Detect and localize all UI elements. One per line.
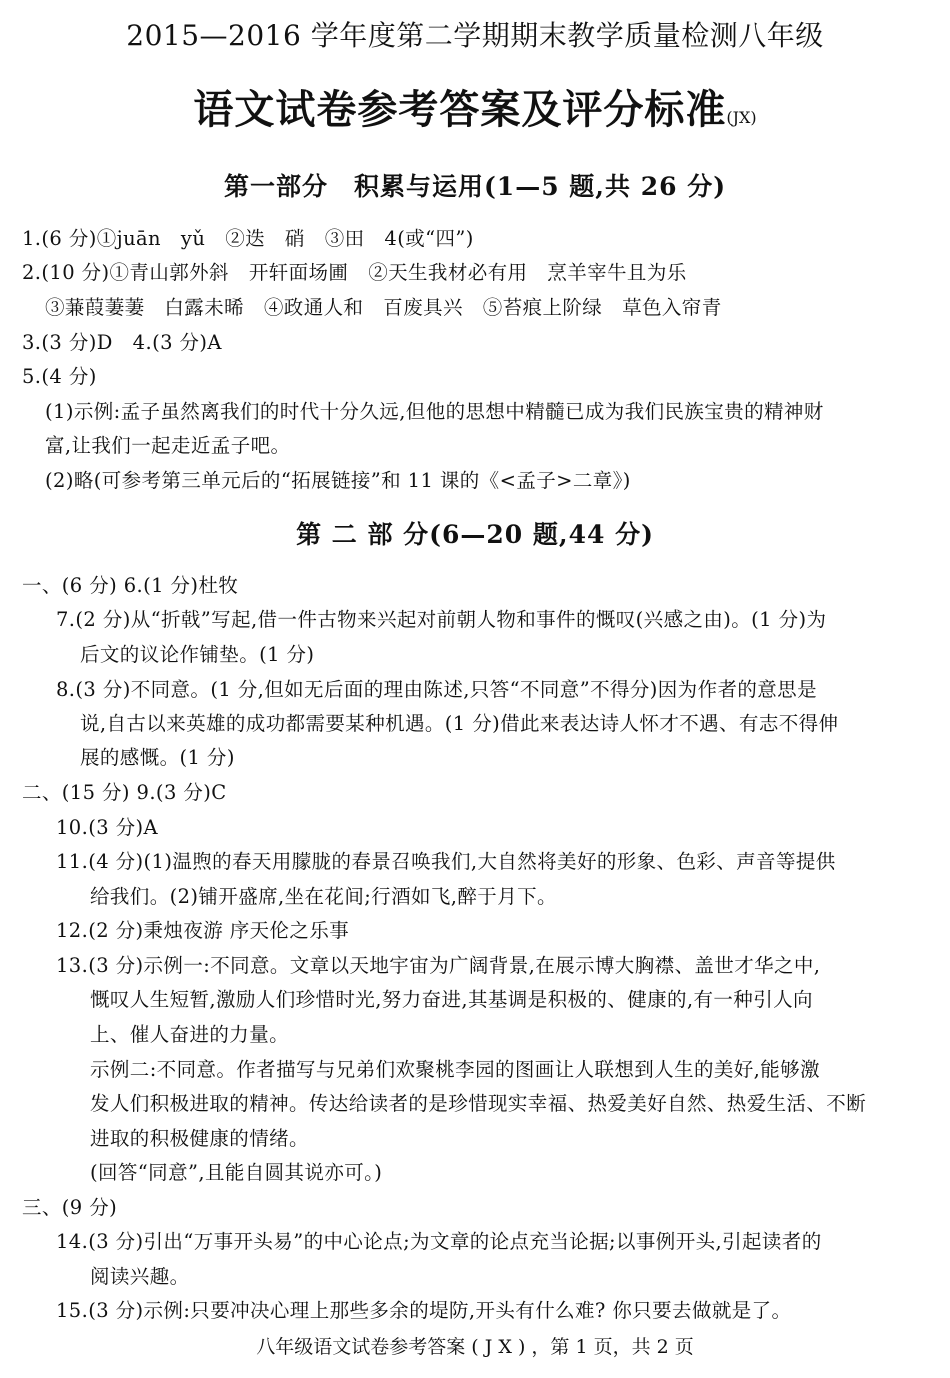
- answer-line: 二、(15 分) 9.(3 分)C: [22, 781, 227, 804]
- title-suffix: (JX): [726, 108, 757, 127]
- answer-line: 给我们。(2)铺开盛席,坐在花间;行酒如飞,醉于月下。: [90, 885, 557, 908]
- answer-line: 10.(3 分)A: [56, 816, 159, 839]
- answer-line: 发人们积极进取的精神。传达给读者的是珍惜现实幸福、热爱美好自然、热爱生活、不断: [90, 1092, 867, 1115]
- answer-line: 3.(3 分)D 4.(3 分)A: [22, 331, 222, 354]
- answer-line: 1.(6 分)①juān yǔ ②迭 硝 ③田 4(或“四”): [22, 227, 474, 250]
- exam-header-line: 2015—2016 学年度第二学期期末教学质量检测八年级: [126, 19, 824, 52]
- answer-line: 三、(9 分): [22, 1196, 118, 1219]
- answer-line: 后文的议论作铺垫。(1 分): [80, 643, 315, 666]
- answer-line: 展的感慨。(1 分): [80, 746, 235, 769]
- answer-line: 14.(3 分)引出“万事开头易”的中心论点;为文章的论点充当论据;以事例开头,引起读者的: [56, 1230, 822, 1253]
- answer-line: 2.(10 分)①青山郭外斜 开轩面场圃 ②天生我材必有用 烹羊宰牛且为乐: [22, 261, 687, 284]
- page-footer: 八年级语文试卷参考答案 ( J X ) ，第 1 页，共 2 页: [256, 1336, 694, 1358]
- answer-line: 一、(6 分) 6.(1 分)杜牧: [22, 574, 239, 597]
- answer-line: 8.(3 分)不同意。(1 分,但如无后面的理由陈述,只答“不同意”不得分)因为作者的意思是: [56, 678, 817, 701]
- answer-line: 上、催人奋进的力量。: [90, 1023, 290, 1046]
- answer-line: 15.(3 分)示例:只要冲决心理上那些多余的堤防,开头有什么难? 你只要去做就是了。: [56, 1299, 792, 1322]
- answer-line: (1)示例:孟子虽然离我们的时代十分久远,但他的思想中精髓已成为我们民族宝贵的精神财: [45, 400, 824, 423]
- title-text: 语文试卷参考答案及评分标准: [193, 86, 727, 133]
- answer-line: ③蒹葭萋萋 白露未晞 ④政通人和 百废具兴 ⑤苔痕上阶绿 草色入帘青: [45, 296, 722, 319]
- part2-heading: 第 二 部 分(6—20 题,44 分): [296, 520, 654, 549]
- answer-line: 阅读兴趣。: [90, 1265, 190, 1288]
- answer-line: 11.(4 分)(1)温煦的春天用朦胧的春景召唤我们,大自然将美好的形象、色彩、声音等提供: [56, 850, 836, 873]
- answer-line: (2)略(可参考第三单元后的“拓展链接”和 11 课的《<孟子>二章》): [45, 469, 631, 492]
- answer-line: 富,让我们一起走近孟子吧。: [45, 434, 291, 457]
- answer-line: 示例二:不同意。作者描写与兄弟们欢聚桃李园的图画让人联想到人生的美好,能够激: [90, 1058, 820, 1081]
- answer-line: (回答“同意”,且能自圆其说亦可。): [90, 1161, 383, 1184]
- answer-line: 12.(2 分)秉烛夜游 序天伦之乐事: [56, 919, 350, 942]
- document-title: [0, 84, 950, 144]
- answer-line: 5.(4 分): [22, 365, 97, 388]
- answer-line: 13.(3 分)示例一:不同意。文章以天地宇宙为广阔背景,在展示博大胸襟、盖世才华之中,: [56, 954, 821, 977]
- answer-line: 7.(2 分)从“折戟”写起,借一件古物来兴起对前朝人物和事件的慨叹(兴感之由)。(1 分)为: [56, 608, 827, 631]
- part1-heading: 第一部分 积累与运用(1—5 题,共 26 分): [223, 172, 727, 201]
- answer-line: 说,自古以来英雄的成功都需要某种机遇。(1 分)借此来表达诗人怀才不遇、有志不得伸: [80, 712, 839, 735]
- answer-line: 慨叹人生短暂,激励人们珍惜时光,努力奋进,其基调是积极的、健康的,有一种引人向: [90, 988, 813, 1011]
- answer-line: 进取的积极健康的情绪。: [90, 1127, 309, 1150]
